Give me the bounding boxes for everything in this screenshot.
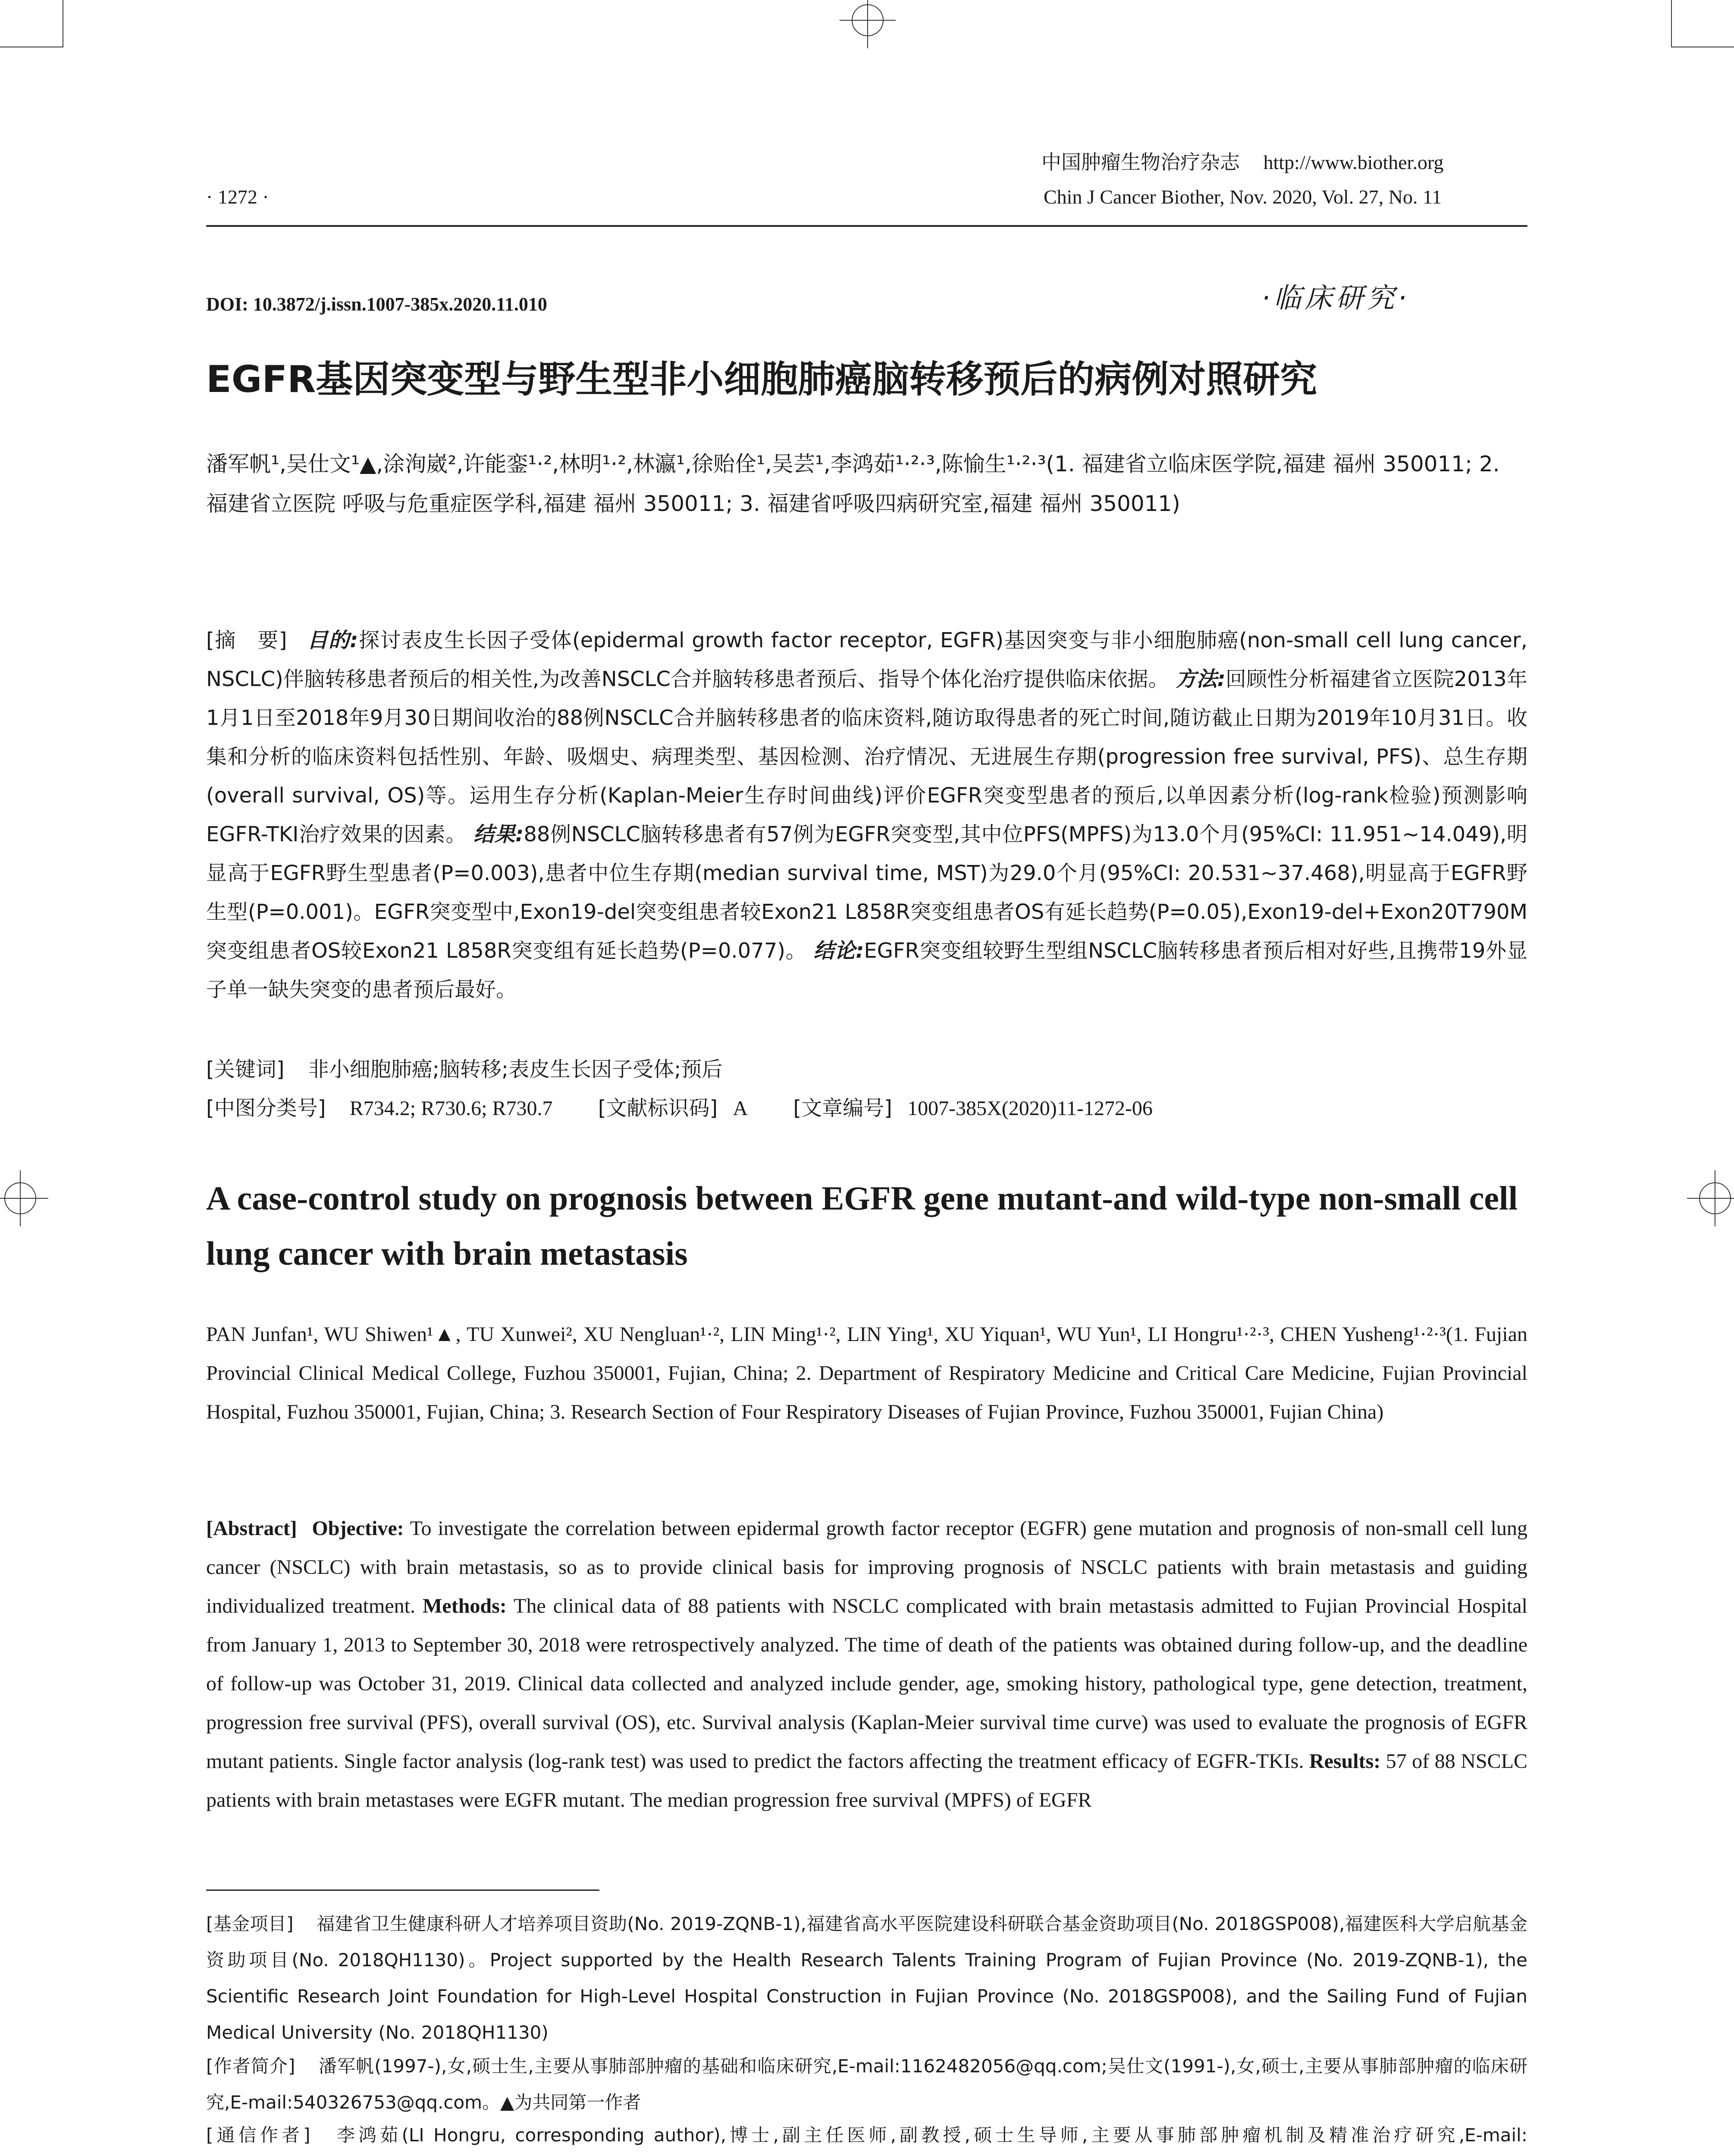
registration-mark-icon — [1699, 1182, 1731, 1214]
keywords-cn — [206, 1050, 1527, 1089]
objective-label-en: Objective: — [312, 1517, 404, 1540]
conclusion-cn: EGFR突变组较野生型组NSCLC脑转移患者预后相对好些,且携带19外显子单一缺失突变的患者预后最好。 — [206, 939, 1527, 1002]
journal-title-cn: 中国肿瘤生物治疗杂志 — [1041, 150, 1240, 174]
registration-mark-icon — [4, 1182, 36, 1214]
page-number: · 1272 · — [206, 186, 269, 208]
results-cn: 88例NSCLC脑转移患者有57例为EGFR突变型,其中位PFS(MPFS)为13.0个月(95%CI: 11.951~14.049),明显高于EGFR野生型患者(P=0.003),患者中位生存期(median survival time, MST)为29.0个月(95%CI: 20.531~37.468),明显高于EGFR野生型(P=0.001)。EGFR突变型中,Exon19-del突变组患者较Exon21 L858R突变组患者OS有延长趋势(P=0.05),Exon19-del+Exon20T790M突变组患者OS较Exon21 L858R突变组有延长趋势(P=0.077)。 — [206, 822, 1527, 963]
footnote-fund — [206, 1906, 1527, 2051]
author-text: 潘军帆(1997-),女,硕士生,主要从事肺部肿瘤的基础和临床研究,E-mail:1162482056@qq.com;吴仕文(1991-),女,硕士,主要从事肺部肿瘤的临床研究,E-mail:540326753@qq.com。▲为共同第一作者 — [206, 2056, 1527, 2113]
methods-en: The clinical data of 88 patients with NSCLC complicated with brain metastasis admitted to Fujian Provincial Hospital from January 1, 2013 to September 30, 2018 were retrospectively analyzed. The time of death of the patients was obtained during follow-up, and the deadline of follow-up was October 31, 2019. Clinical data collected and analyzed include gender, age, smoking history, pathological type, gene detection, treatment, progression free survival (PFS), overall survival (OS), etc. Survival analysis (Kaplan-Meier survival time curve) was used to evaluate the prognosis of EGFR mutant patients. Single factor analysis (log-rank test) was used to predict the factors affecting the treatment efficacy of EGFR-TKIs. — [206, 1595, 1528, 1773]
journal-url: http://www.biother.org — [1263, 151, 1444, 173]
abstract-cn-label: [摘 要] — [206, 628, 287, 652]
journal-citation: Chin J Cancer Biother, Nov. 2020, Vol. 27, No. 11 — [1044, 186, 1442, 208]
crop-mark — [1671, 0, 1672, 47]
authors-cn: 潘军帆¹,吴仕文¹▲,涂洵崴²,许能銮¹·²,林明¹·²,林瀛¹,徐贻佺¹,吴芸¹,李鸿茹¹·²·³,陈愉生¹·²·³(1. 福建省立临床医学院,福建 福州 350011; 2. 福建省立医院 呼吸与危重症医学科,福建 福州 350011; 3. 福建省呼吸四病研究室,福建 福州 350011) — [206, 451, 1500, 516]
header-rule — [206, 225, 1527, 227]
methods-label-en: Methods: — [423, 1595, 507, 1617]
abstract-en-label: [Abstract] — [206, 1517, 297, 1540]
keywords-label: [关键词] — [206, 1057, 285, 1081]
conclusion-label-cn: 结论: — [813, 939, 864, 963]
fund-text: 福建省卫生健康科研人才培养项目资助(No. 2019-ZQNB-1),福建省高水平医院建设科研联合基金资助项目(No. 2018GSP008),福建医科大学启航基金资助项目(No. 2018QH1130)。Project supported by the Health Research Talents Training Program of Fujian Province (No. 2019-ZQNB-1), the Scientific Research Joint Foundation for High-Level Hospital Construction in Fujian Province (No. 2018GSP008), and the Sailing Fund of Fujian Medical University (No. 2018QH1130) — [206, 1913, 1528, 2043]
abstract-en — [206, 1509, 1527, 1820]
registration-mark-icon — [852, 4, 884, 36]
fund-label: [基金项目] — [206, 1913, 294, 1934]
journal-name-cn — [1041, 147, 1443, 175]
clc-codes: R734.2; R730.6; R730.7 — [349, 1097, 553, 1120]
column-tag: ·临床研究· — [1261, 282, 1410, 314]
methods-cn: 回顾性分析福建省立医院2013年1月1日至2018年9月30日期间收治的88例NSCLC合并脑转移患者的临床资料,随访取得患者的死亡时间,随访截止日期为2019年10月31日。收集和分析的临床资料包括性别、年龄、吸烟史、病理类型、基因检测、治疗情况、无进展生存期(progression free survival, PFS)、总生存期(overall survival, OS)等。运用生存分析(Kaplan-Meier生存时间曲线)评价EGFR突变型患者的预后,以单因素分析(log-rank检验)预测影响EGFR-TKI治疗效果的因素。 — [206, 667, 1527, 846]
results-label-en: Results: — [1309, 1750, 1381, 1773]
authors-en: PAN Junfan¹, WU Shiwen¹▲, TU Xunwei², XU Nengluan¹·², LIN Ming¹·², LIN Ying¹, XU Yiquan¹, WU Yun¹, LI Hongru¹·²·³, CHEN Yusheng¹·²·³(1. Fujian Provincial Clinical Medical College, Fuzhou 350001, Fujian, China; 2. Department of Respiratory Medicine and Critical Care Medicine, Fujian Provincial Hospital, Fuzhou 350001, Fujian, China; 3. Research Section of Four Respiratory Diseases of Fujian Province, Fuzhou 350001, Fujian China) — [206, 1323, 1527, 1423]
objective-label-cn: 目的: — [307, 628, 358, 652]
objective-cn: 探讨表皮生长因子受体(epidermal growth factor receptor, EGFR)基因突变与非小细胞肺癌(non-small cell lung cancer, NSCLC)伴脑转移患者预后的相关性,为改善NSCLC合并脑转移患者预后、指导个体化治疗提供临床依据。 — [206, 628, 1527, 691]
results-label-cn: 结果: — [473, 822, 524, 846]
page-title-en: A case-control study on prognosis between EGFR gene mutant-and wild-type non-small cell lung cancer with brain metastasis — [206, 1179, 1518, 1272]
article-no: 1007-385X(2020)11-1272-06 — [907, 1097, 1153, 1120]
corr-text: 李鸿茹(LI Hongru, corresponding author),博士,副主任医师,副教授,硕士生导师,主要从事肺部肿瘤机制及精准治疗研究,E-mail: — [337, 2125, 1527, 2146]
footnote-author — [206, 2048, 1527, 2121]
footnote-corresponding — [206, 2117, 1527, 2156]
doc-code-label: [文献标识码] — [598, 1096, 718, 1120]
results-en: 57 of 88 NSCLC patients with brain metastases were EGFR mutant. The median progression free survival (MPFS) of EGFR — [206, 1750, 1528, 1811]
doc-code: A — [733, 1097, 748, 1120]
author-label: [作者简介] — [206, 2056, 295, 2077]
objective-en: To investigate the correlation between epidermal growth factor receptor (EGFR) gene mutation and prognosis of non-small cell lung cancer (NSCLC) with brain metastasis, so as to provide clinical basis for improving prognosis of NSCLC patients with brain metastasis and guiding individualized treatment. — [206, 1517, 1528, 1617]
clc-label: [中图分类号] — [206, 1096, 326, 1120]
keywords-text: 非小细胞肺癌;脑转移;表皮生长因子受体;预后 — [308, 1057, 723, 1081]
doi: DOI: 10.3872/j.issn.1007-385x.2020.11.010 — [206, 294, 547, 315]
classification-cn — [206, 1089, 1527, 1128]
article-no-label: [文章编号] — [793, 1096, 892, 1120]
abstract-cn — [206, 621, 1527, 1009]
page-title-cn: EGFR基因突变型与野生型非小细胞肺癌脑转移预后的病例对照研究 — [206, 358, 1317, 401]
corr-label: [通信作者] — [206, 2125, 310, 2146]
methods-label-cn: 方法: — [1176, 667, 1226, 691]
footnote-rule — [206, 1890, 599, 1891]
